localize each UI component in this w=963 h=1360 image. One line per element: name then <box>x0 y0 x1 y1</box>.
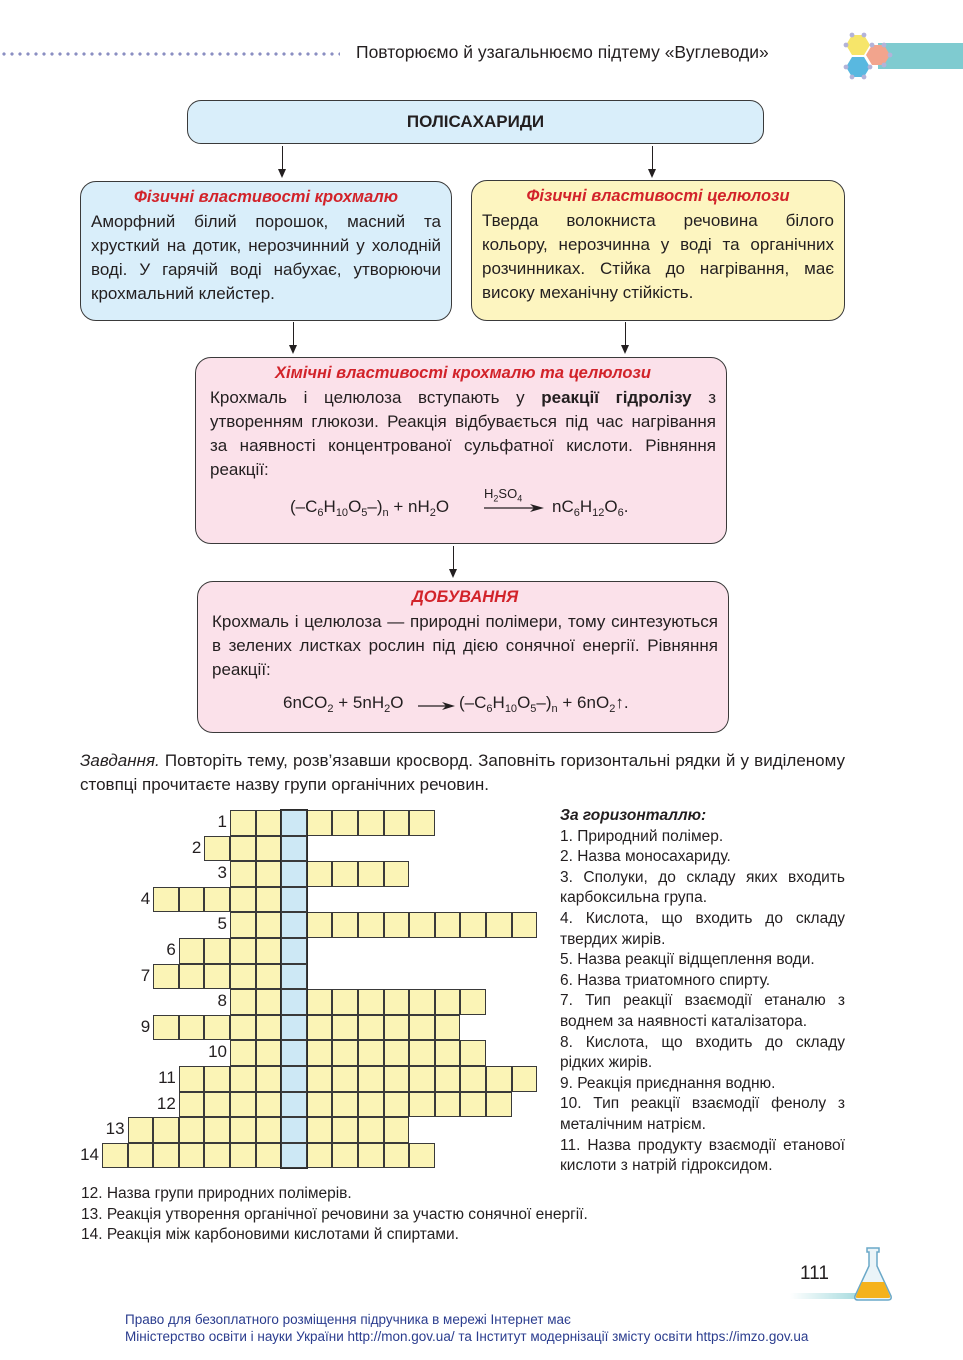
arrow-to-production <box>453 546 454 576</box>
crossword-cell[interactable] <box>384 1040 410 1066</box>
crossword-cell[interactable] <box>281 1040 307 1066</box>
crossword-cell[interactable] <box>332 1143 358 1169</box>
crossword-cell[interactable] <box>230 887 256 913</box>
polysaccharides-title-box <box>187 100 764 144</box>
crossword-cell[interactable] <box>281 912 307 938</box>
across-clue: 2. Назва моносахариду. <box>560 848 731 866</box>
crossword-cell[interactable] <box>435 1066 461 1092</box>
crossword-cell[interactable] <box>256 964 282 990</box>
crossword-cell[interactable] <box>384 1143 410 1169</box>
crossword-cell[interactable] <box>179 938 205 964</box>
bottom-clue: 13. Реакція утворення органічної речовини за участю сонячної енергії. <box>81 1205 588 1223</box>
cellulose-physical-box <box>471 180 845 321</box>
crossword-cell[interactable] <box>256 1066 282 1092</box>
crossword-cell[interactable] <box>256 887 282 913</box>
crossword-cell[interactable] <box>358 1015 384 1041</box>
cellulose-physical-title: Фізичні властивості целюлози <box>526 187 790 205</box>
crossword-cell[interactable] <box>256 938 282 964</box>
crossword-row-number: 1 <box>217 812 227 831</box>
crossword-cell[interactable] <box>128 1143 154 1169</box>
crossword-cell[interactable] <box>281 989 307 1015</box>
crossword-cell[interactable] <box>102 1143 128 1169</box>
crossword-cell[interactable] <box>358 1066 384 1092</box>
hydrolysis-term: реакції гідролізу <box>541 388 692 407</box>
across-clue: 11. Назва продукту взаємодії етанової кислоти з натрій гідроксидом. <box>560 1136 845 1175</box>
crossword-cell[interactable] <box>409 810 435 836</box>
across-clues <box>560 806 845 1177</box>
crossword-cell[interactable] <box>307 1092 333 1118</box>
crossword-cell[interactable] <box>460 912 486 938</box>
crossword-cell[interactable] <box>486 1066 512 1092</box>
crossword-cell[interactable] <box>179 1117 205 1143</box>
across-clue: 10. Тип реакції взаємодії фенолу з металічним натрієм. <box>560 1095 845 1133</box>
crossword-cell[interactable] <box>256 989 282 1015</box>
crossword-cell[interactable] <box>512 912 538 938</box>
crossword-cell[interactable] <box>230 1015 256 1041</box>
polysaccharides-title: ПОЛІСАХАРИДИ <box>406 112 545 131</box>
starch-physical-title: Фізичні властивості крохмалю <box>133 188 399 206</box>
hydrolysis-equation: $(-C_6H_{10}O_5-)_n + nH_2O$ <box>290 497 450 519</box>
arrow-starch-to-chemical <box>293 322 294 352</box>
chemical-properties-title: Хімічні властивості крохмалю та целюлози <box>275 364 651 382</box>
crossword-cell[interactable] <box>486 1092 512 1118</box>
crossword-cell[interactable] <box>204 1117 230 1143</box>
crossword-cell[interactable] <box>460 989 486 1015</box>
crossword-cell[interactable] <box>256 810 282 836</box>
crossword-cell[interactable] <box>230 810 256 836</box>
across-clues-heading: За горизонталлю: <box>560 807 707 824</box>
hydrolysis-arrow-icon <box>484 503 546 513</box>
crossword-cell[interactable] <box>230 989 256 1015</box>
crossword-row-number: 11 <box>158 1068 176 1087</box>
hydrolysis-catalyst: $H_2SO_4$ <box>484 486 523 504</box>
crossword-row-number: 6 <box>166 940 176 959</box>
molecule-icon <box>838 25 908 90</box>
crossword-row-number: 14 <box>80 1144 99 1164</box>
crossword-cell[interactable] <box>230 1092 256 1118</box>
across-clue: 8. Кислота, що входить до складу рідких жирів. <box>560 1033 845 1072</box>
task-text: Повторіть тему, розв’язавши кросворд. Заповніть горизонтальні рядки й у виділеному стовпці прочитаєте назву групи органічних речовин. <box>80 751 845 794</box>
crossword-cell[interactable] <box>281 810 307 836</box>
flask-icon <box>852 1246 894 1302</box>
crossword-cell[interactable] <box>256 861 282 887</box>
crossword-cell[interactable] <box>230 861 256 887</box>
crossword-cell[interactable] <box>204 887 230 913</box>
across-clue: 1. Природний полімер. <box>560 827 724 845</box>
chemical-text-part1: Крохмаль і целюлоза вступають у <box>210 388 542 407</box>
photosynthesis-equation-right: $(-C_6H_{10}O_5-)_n$ + $6nO_2↑$. <box>459 693 629 715</box>
crossword-cell[interactable] <box>332 1092 358 1118</box>
page-number: 111 <box>800 1263 829 1284</box>
crossword-cell[interactable] <box>281 964 307 990</box>
crossword-cell[interactable] <box>204 1015 230 1041</box>
crossword-cell[interactable] <box>256 1092 282 1118</box>
crossword-cell[interactable] <box>512 1066 538 1092</box>
crossword-cell[interactable] <box>179 1015 205 1041</box>
crossword-cell[interactable] <box>230 964 256 990</box>
crossword-cell[interactable] <box>332 912 358 938</box>
production-text: Крохмаль і целюлоза — природні полімери, тому синтезуються в зелених листках рослин під дією сонячної енергії. Рівняння реакції: <box>212 612 718 679</box>
crossword-cell[interactable] <box>384 810 410 836</box>
bottom-clues <box>81 1184 588 1246</box>
across-clue: 9. Реакція приєднання водню. <box>560 1074 776 1092</box>
crossword-cell[interactable] <box>230 1117 256 1143</box>
across-clue: 4. Кислота, що входить до складу твердих жирів. <box>560 909 845 948</box>
across-clue: 3. Сполуки, до складу яких входить карбоксильна група. <box>560 868 845 907</box>
crossword-cell[interactable] <box>332 1117 358 1143</box>
arrow-to-cellulose <box>652 146 653 176</box>
crossword-cell[interactable] <box>460 1066 486 1092</box>
crossword-cell[interactable] <box>153 1015 179 1041</box>
crossword-cell[interactable] <box>486 912 512 938</box>
crossword-cell[interactable] <box>384 861 410 887</box>
crossword-cell[interactable] <box>204 1066 230 1092</box>
crossword-cell[interactable] <box>435 1040 461 1066</box>
crossword-cell[interactable] <box>307 810 333 836</box>
crossword-cell[interactable] <box>409 1143 435 1169</box>
crossword-cell[interactable] <box>332 1015 358 1041</box>
crossword-cell[interactable] <box>179 887 205 913</box>
crossword-cell[interactable] <box>204 1143 230 1169</box>
crossword-cell[interactable] <box>358 1143 384 1169</box>
crossword-cell[interactable] <box>384 989 410 1015</box>
crossword-cell[interactable] <box>435 1015 461 1041</box>
crossword-cell[interactable] <box>256 912 282 938</box>
crossword-cell[interactable] <box>256 1040 282 1066</box>
arrow-to-starch <box>282 146 283 176</box>
crossword-row-number: 8 <box>217 991 227 1011</box>
crossword-cell[interactable] <box>435 1092 461 1118</box>
crossword-cell[interactable] <box>358 1040 384 1066</box>
task-label: Завдання. <box>80 751 160 770</box>
crossword-cell[interactable] <box>460 1092 486 1118</box>
crossword-cell[interactable] <box>332 1066 358 1092</box>
header-dotted-line <box>0 52 340 56</box>
crossword-cell[interactable] <box>256 836 282 862</box>
crossword-cell[interactable] <box>384 912 410 938</box>
crossword-row-number: 12 <box>156 1093 176 1113</box>
bottom-clue: 12. Назва групи природних полімерів. <box>81 1185 352 1202</box>
crossword-cell[interactable] <box>281 1143 307 1169</box>
photosynthesis-arrow-icon <box>418 701 456 711</box>
crossword-cell[interactable] <box>460 1040 486 1066</box>
crossword-row-number: 4 <box>140 888 151 908</box>
crossword-cell[interactable] <box>384 1092 410 1118</box>
crossword-cell[interactable] <box>307 861 333 887</box>
production-title: ДОБУВАННЯ <box>411 588 519 606</box>
crossword-cell[interactable] <box>230 938 256 964</box>
crossword-cell[interactable] <box>153 1117 179 1143</box>
crossword-cell[interactable] <box>281 887 307 913</box>
crossword-cell[interactable] <box>307 912 333 938</box>
crossword-cell[interactable] <box>332 989 358 1015</box>
crossword-cell[interactable] <box>358 861 384 887</box>
crossword-cell[interactable] <box>179 1143 205 1169</box>
crossword-cell[interactable] <box>153 964 179 990</box>
crossword-cell[interactable] <box>409 1040 435 1066</box>
crossword-cell[interactable] <box>128 1117 154 1143</box>
task-paragraph <box>80 749 845 797</box>
crossword-cell[interactable] <box>358 1117 384 1143</box>
crossword-cell[interactable] <box>230 1066 256 1092</box>
crossword-cell[interactable] <box>204 836 230 862</box>
crossword-cell[interactable] <box>384 1117 410 1143</box>
crossword-cell[interactable] <box>409 1066 435 1092</box>
crossword-cell[interactable] <box>281 1015 307 1041</box>
crossword-cell[interactable] <box>332 861 358 887</box>
crossword-cell[interactable] <box>307 1040 333 1066</box>
crossword-row-number: 13 <box>105 1119 125 1139</box>
crossword-cell[interactable] <box>230 1143 256 1169</box>
crossword-cell[interactable] <box>153 887 179 913</box>
crossword-cell[interactable] <box>179 1092 205 1118</box>
crossword-cell[interactable] <box>409 989 435 1015</box>
bottom-clue: 14. Реакція між карбоновими кислотами й спиртами. <box>81 1226 459 1244</box>
crossword-cell[interactable] <box>179 1066 205 1092</box>
crossword-cell[interactable] <box>384 1015 410 1041</box>
crossword-cell[interactable] <box>409 912 435 938</box>
crossword-row-number: 2 <box>191 837 202 857</box>
crossword-cell[interactable] <box>332 810 358 836</box>
crossword-cell[interactable] <box>358 810 384 836</box>
crossword-cell[interactable] <box>179 964 205 990</box>
crossword-cell[interactable] <box>281 1066 307 1092</box>
crossword-row-number: 9 <box>140 1016 151 1036</box>
crossword-row-number: 3 <box>217 863 227 883</box>
arrow-cellulose-to-chemical <box>625 322 626 352</box>
crossword-cell[interactable] <box>204 964 230 990</box>
crossword-cell[interactable] <box>307 1117 333 1143</box>
crossword-cell[interactable] <box>307 989 333 1015</box>
starch-physical-box <box>80 181 452 321</box>
crossword-cell[interactable] <box>435 912 461 938</box>
chemical-properties-text <box>210 386 716 482</box>
chemical-text-part2: з утворенням глюкози. Реакція відбувається під час нагрівання за наявності концентрованої сульфатної кислоти. Рівняння реакції: <box>210 388 716 479</box>
photosynthesis-equation-left: $6nCO_2 + 5nH_2O$ <box>283 693 404 715</box>
crossword-row-number: 5 <box>217 914 227 934</box>
crossword-cell[interactable] <box>409 1092 435 1118</box>
crossword-cell[interactable] <box>204 938 230 964</box>
crossword-cell[interactable] <box>281 1117 307 1143</box>
crossword-cell[interactable] <box>281 938 307 964</box>
crossword-cell[interactable] <box>281 836 307 862</box>
header-title: Повторюємо й узагальнюємо підтему «Вуглеводи» <box>356 42 769 62</box>
crossword-row-number: 7 <box>140 965 151 985</box>
crossword-cell[interactable] <box>358 1092 384 1118</box>
across-clue: 6. Назва триатомного спирту. <box>560 971 771 989</box>
hydrolysis-product: $nC_6H_{12}O_6$. <box>552 497 629 519</box>
crossword-cell[interactable] <box>281 861 307 887</box>
crossword-cell[interactable] <box>307 1015 333 1041</box>
crossword-cell[interactable] <box>256 1015 282 1041</box>
cellulose-physical-text: Тверда волокниста речовина білого кольору, нерозчинна у воді та органічних розчинниках. Стійка до нагрівання, має високу механічну стійкість. <box>482 211 834 302</box>
crossword-cell[interactable] <box>230 836 256 862</box>
crossword-row-number: 10 <box>208 1042 227 1062</box>
crossword-cell[interactable] <box>435 989 461 1015</box>
crossword-cell[interactable] <box>256 1143 282 1169</box>
chemical-properties-box <box>195 357 727 544</box>
crossword-cell[interactable] <box>230 1040 256 1066</box>
crossword-cell[interactable] <box>204 1092 230 1118</box>
crossword-cell[interactable] <box>281 1092 307 1118</box>
crossword-cell[interactable] <box>307 1143 333 1169</box>
crossword-cell[interactable] <box>256 1117 282 1143</box>
across-clue: 5. Назва реакції відщеплення води. <box>560 951 815 969</box>
footer-line-1: Право для безоплатного розміщення підручника в мережі Інтернет має <box>125 1312 571 1327</box>
footer-copyright <box>125 1311 808 1345</box>
crossword-cell[interactable] <box>384 1066 410 1092</box>
crossword-cell[interactable] <box>230 912 256 938</box>
footer-line-2: Міністерство освіти і науки України http://mon.gov.ua/ та Інститут модернізації змісту освіти https://imzo.gov.ua <box>125 1329 809 1344</box>
crossword-cell[interactable] <box>358 989 384 1015</box>
crossword-cell[interactable] <box>409 1015 435 1041</box>
crossword-cell[interactable] <box>153 1143 179 1169</box>
crossword-cell[interactable] <box>307 1066 333 1092</box>
starch-physical-text: Аморфний білий порошок, масний та хрусткий на дотик, нерозчинний у холодній воді. У гарячій воді набухає, утворюючи крохмальний клейстер. <box>91 212 441 303</box>
across-clue: 7. Тип реакції взаємодії етаналю з воднем за наявності каталізатора. <box>560 992 845 1030</box>
crossword-cell[interactable] <box>358 912 384 938</box>
crossword-cell[interactable] <box>332 1040 358 1066</box>
